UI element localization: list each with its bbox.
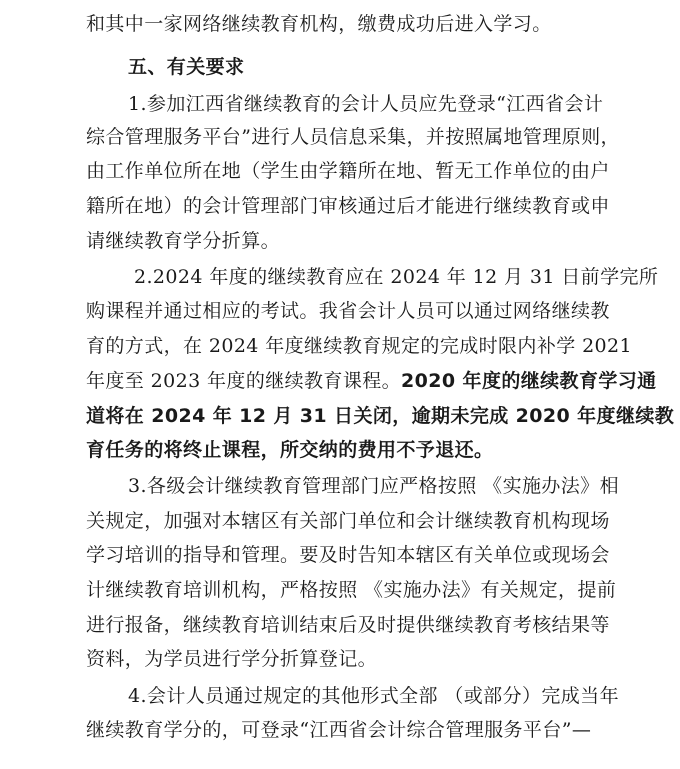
item4-line-1: 4.会计人员通过规定的其他形式全部 （或部分）完成当年 <box>128 685 619 707</box>
item2-line-3: 育的方式，在 2024 年度继续教育规定的完成时限内补学 2021 <box>86 335 633 357</box>
intro-line: 和其中一家网络继续教育机构，缴费成功后进入学习。 <box>86 13 552 35</box>
section-heading: 五、有关要求 <box>128 56 245 78</box>
item1-line-3: 由工作单位所在地（学生由学籍所在地、暂无工作单位的由户 <box>86 160 610 182</box>
item1-line-1: 1.参加江西省继续教育的会计人员应先登录“江西省会计 <box>128 93 604 115</box>
item2-line-4-bold: 2020 年度的继续教育学习通 <box>401 370 657 392</box>
item2-bold-line-2: 育任务的将终止课程，所交纳的费用不予退还。 <box>86 439 494 461</box>
item2-line-1: 2.2024 年度的继续教育应在 2024 年 12 月 31 日前学完所 <box>134 266 659 288</box>
item2-line-4 <box>86 369 657 393</box>
item2-bold-line-1: 道将在 2024 年 12 月 31 日关闭，逾期未完成 2020 年度继续教 <box>86 405 675 427</box>
item1-line-4: 籍所在地）的会计管理部门审核通过后才能进行继续教育或申 <box>86 195 610 217</box>
item3-line-6: 资料，为学员进行学分折算登记。 <box>86 648 378 670</box>
item3-line-3: 学习培训的指导和管理。要及时告知本辖区有关单位或现场会 <box>86 544 610 566</box>
item3-line-5: 进行报备，继续教育培训结束后及时提供继续教育考核结果等 <box>86 614 610 636</box>
item1-line-2: 综合管理服务平台”进行人员信息采集，并按照属地管理原则， <box>86 126 620 148</box>
item2-line-2: 购课程并通过相应的考试。我省会计人员可以通过网络继续教 <box>86 300 610 322</box>
item2-line-4-text: 年度至 2023 年度的继续教育课程。 <box>86 370 402 392</box>
item3-line-4: 计继续教育培训机构，严格按照 《实施办法》有关规定，提前 <box>86 579 617 601</box>
item3-line-2: 关规定，加强对本辖区有关部门单位和会计继续教育机构现场 <box>86 510 610 532</box>
item4-line-2: 继续教育学分的，可登录“江西省会计综合管理服务平台”— <box>86 719 592 741</box>
item1-line-5: 请继续教育学分折算。 <box>86 230 281 252</box>
item3-line-1: 3.各级会计继续教育管理部门应严格按照 《实施办法》相 <box>128 475 619 497</box>
